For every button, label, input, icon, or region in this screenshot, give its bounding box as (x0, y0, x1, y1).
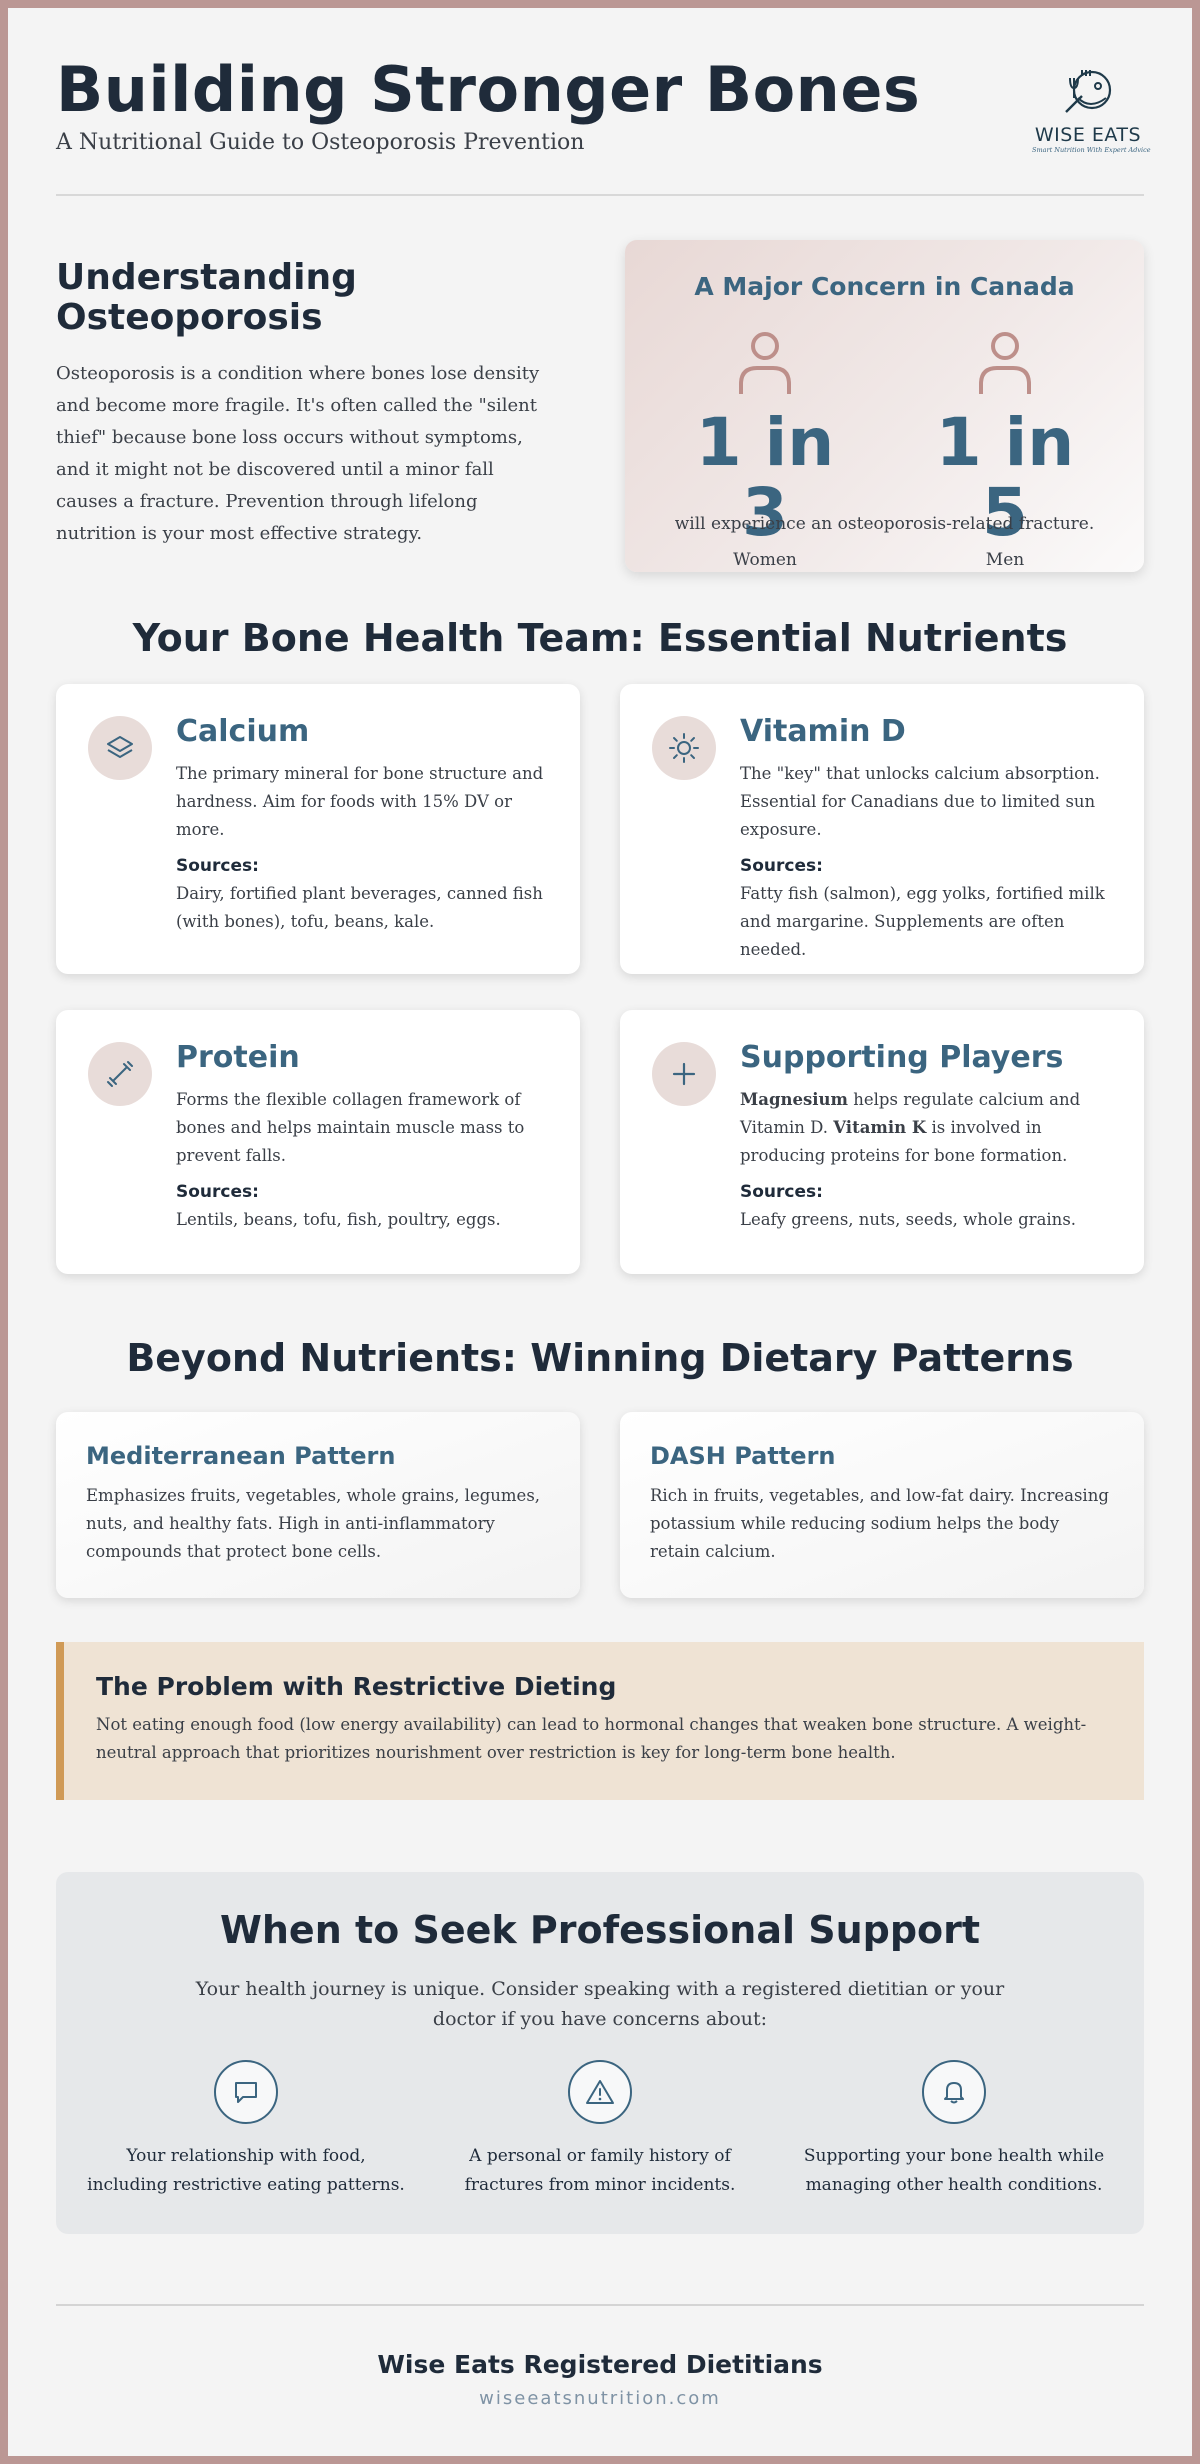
protein-text: Forms the flexible collagen framework of bones and helps maintain muscle mass to prevent falls. (176, 1090, 525, 1165)
dumbbell-icon (105, 1059, 135, 1089)
stat-footnote: will experience an osteoporosis-related fracture. (674, 514, 1095, 534)
supporting-players-card (620, 1010, 1144, 1274)
vitamin-d-title: Vitamin D (740, 714, 906, 749)
warning-triangle-icon (568, 2060, 632, 2124)
calcium-sources-label: Sources: (176, 856, 259, 876)
supporting-sources-label: Sources: (740, 1182, 823, 1202)
protein-sources: Lentils, beans, tofu, fish, poultry, eggs. (176, 1210, 501, 1229)
dash-title: DASH Pattern (650, 1442, 836, 1470)
supporting-sources: Leafy greens, nuts, seeds, whole grains. (740, 1210, 1077, 1229)
calcium-sources: Dairy, fortified plant beverages, canned fish (with bones), tofu, beans, kale. (176, 884, 543, 931)
restrictive-dieting-callout (56, 1642, 1144, 1800)
header (56, 52, 1151, 196)
mediterranean-title: Mediterranean Pattern (86, 1442, 396, 1470)
supporting-title: Supporting Players (740, 1040, 1064, 1075)
understanding-title: Understanding Osteoporosis (56, 257, 357, 338)
stat-card-title: A Major Concern in Canada (694, 272, 1075, 301)
mediterranean-text: Emphasizes fruits, vegetables, whole grains, legumes, nuts, and healthy fats. High in anti-inflammatory compounds that protect bone cells. (86, 1486, 541, 1561)
bell-icon (922, 2060, 986, 2124)
stat-women-label: Women (733, 550, 797, 570)
patterns-section-title: Beyond Nutrients: Winning Dietary Patterns (126, 1336, 1074, 1380)
logo-tagline: Smart Nutrition With Expert Advice (1032, 146, 1151, 154)
stat-women (665, 330, 865, 570)
layers-icon (105, 733, 135, 763)
logo-text: WISE EATS (1034, 124, 1142, 146)
wise-eats-logo (1032, 68, 1151, 154)
protein-sources-label: Sources: (176, 1182, 259, 1202)
logo-mark-icon (1060, 68, 1116, 118)
vitamin-d-icon-circle (652, 716, 716, 780)
vitamin-d-card (620, 684, 1144, 974)
man-person-icon (977, 330, 1033, 400)
supporting-text (740, 1086, 1116, 1170)
plus-icon (670, 1060, 698, 1088)
mediterranean-pattern-card (56, 1412, 580, 1598)
magnesium-term: Magnesium (740, 1090, 848, 1109)
chat-bubble-icon (214, 2060, 278, 2124)
infographic-page (8, 8, 1192, 2456)
support-item (86, 2060, 406, 2200)
nutrients-section-title: Your Bone Health Team: Essential Nutrients (132, 616, 1068, 660)
support-item-text: A personal or family history of fractures from minor incidents. (464, 2146, 736, 2195)
footer-name: Wise Eats Registered Dietitians (377, 2350, 823, 2379)
warning-text: Not eating enough food (low energy availability) can lead to hormonal changes that weaken bone structure. A weight-neutral approach that prioritizes nourishment over restriction is key for long-term bone health. (96, 1715, 1087, 1762)
stat-women-value: 1 in 3 (695, 404, 835, 551)
understanding-section (56, 258, 556, 550)
stat-men (905, 330, 1105, 570)
support-item (794, 2060, 1114, 2200)
supporting-text-part1: helps regulate calcium and Vitamin D. (740, 1090, 1081, 1137)
calcium-title: Calcium (176, 714, 310, 749)
dash-text: Rich in fruits, vegetables, and low-fat dairy. Increasing potassium while reducing sodium helps the body retain calcium. (650, 1486, 1109, 1561)
footer-url[interactable]: wiseeatsnutrition.com (479, 2388, 721, 2409)
vitamin-d-sources-label: Sources: (740, 856, 823, 876)
stat-men-label: Men (985, 550, 1025, 570)
protein-title: Protein (176, 1040, 300, 1075)
calcium-card (56, 684, 580, 974)
vitamin-d-sources: Fatty fish (salmon), egg yolks, fortified milk and margarine. Supplements are often needed. (740, 884, 1105, 959)
canada-stat-card (625, 240, 1144, 572)
woman-person-icon (737, 330, 793, 400)
support-item-text: Supporting your bone health while managing other health conditions. (803, 2146, 1105, 2195)
supporting-icon-circle (652, 1042, 716, 1106)
support-item-text: Your relationship with food, including restrictive eating patterns. (87, 2146, 405, 2195)
vitamin-d-text: The "key" that unlocks calcium absorption. Essential for Canadians due to limited sun exposure. (740, 764, 1100, 839)
support-intro: Your health journey is unique. Consider speaking with a registered dietitian or your doctor if you have concerns about: (195, 1978, 1005, 2030)
warning-title: The Problem with Restrictive Dieting (96, 1672, 617, 1701)
vitamin-k-term: Vitamin K (833, 1118, 927, 1137)
dash-pattern-card (620, 1412, 1144, 1598)
calcium-text: The primary mineral for bone structure and hardness. Aim for foods with 15% DV or more. (176, 764, 544, 839)
sun-icon (668, 732, 700, 764)
support-item (440, 2060, 760, 2200)
footer-divider (56, 2304, 1144, 2306)
supporting-text-part2: is involved in producing proteins for bone formation. (740, 1118, 1068, 1165)
page-subtitle: A Nutritional Guide to Osteoporosis Prevention (56, 130, 585, 155)
protein-card (56, 1010, 580, 1274)
protein-icon-circle (88, 1042, 152, 1106)
understanding-body: Osteoporosis is a condition where bones lose density and become more fragile. It's often called the "silent thief" because bone loss occurs without symptoms, and it might not be discovered until a minor fall causes a fracture. Prevention through lifelong nutrition is your most effective strategy. (56, 363, 540, 544)
page-title: Building Stronger Bones (56, 53, 921, 126)
professional-support-section (56, 1872, 1144, 2234)
stat-men-value: 1 in 5 (935, 404, 1075, 551)
calcium-icon-circle (88, 716, 152, 780)
support-title: When to Seek Professional Support (219, 1908, 981, 1952)
